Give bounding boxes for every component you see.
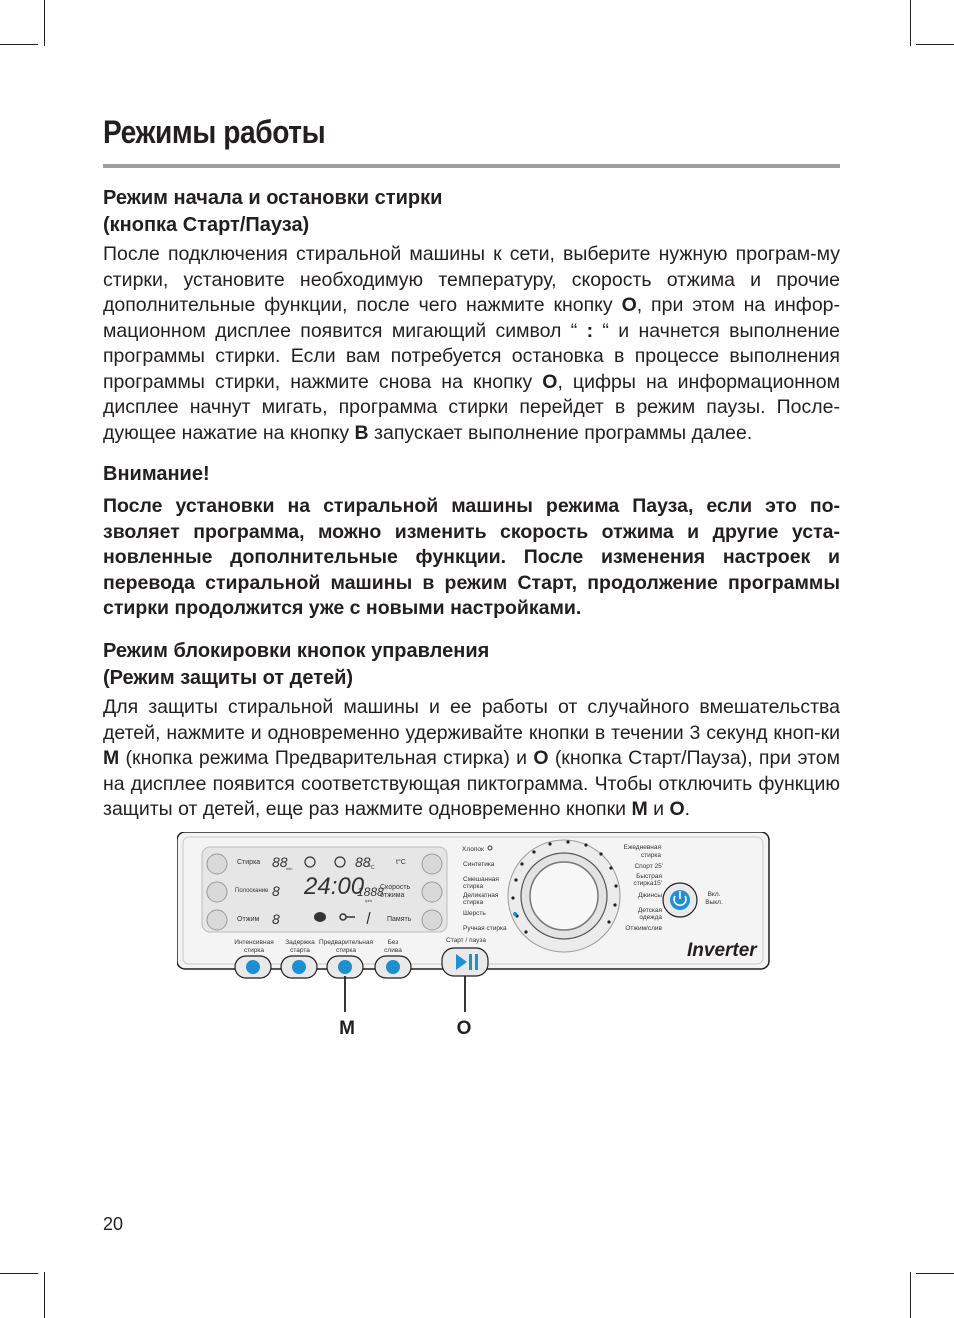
program-label: Ручная стирка [463,925,507,932]
title-rule [103,164,840,168]
lcd-unit-rpm: rpm [365,898,372,903]
program-label: стирка [463,883,484,890]
section-start-pause [103,185,840,446]
btn-label: Интенсивная [234,939,274,946]
program-label: стирка [640,852,661,859]
power-label: Выкл. [705,899,723,906]
btn-label: Предварительная [319,939,373,946]
rinse-button [207,882,227,902]
crop-mark [0,1273,38,1274]
page-title: Режимы работы [103,114,326,150]
temp-button [422,854,442,874]
lcd-digits-c: 1888 [357,885,384,899]
btn-label: стирка [243,947,265,954]
program-label: Шерсть [463,910,486,917]
lcd-digit-8: 8 [272,911,280,927]
section-heading: Внимание! [103,463,210,485]
program-label: Ежедневная [623,844,661,851]
control-panel-illustration [177,832,777,1044]
label-memory: Память [387,916,412,923]
section-child-lock [103,638,840,823]
brand-logo: Inverter [687,940,757,961]
page-number: 20 [103,1214,124,1234]
dial-indicator-light [513,912,517,916]
program-label: Синтетика [463,861,495,868]
pause-icon [469,954,472,970]
lcd-unit-min: min [286,866,293,871]
program-label: Спорт 25' [634,863,663,870]
program-label: Быстрая [636,873,662,880]
program-label: Смешанная [463,876,499,883]
spin-speed-button [422,882,442,902]
btn-label: стирка [335,947,357,954]
callout-o: O [456,1018,472,1039]
btn-label: слива [384,947,402,954]
wash-button [207,854,227,874]
lock-icon [314,912,326,922]
program-label: стирка [463,899,484,906]
crop-mark [0,44,38,45]
crop-mark [910,0,911,46]
program-label: Хлопок [462,846,484,853]
program-label: Деликатная [463,892,499,899]
lcd-digits-b: 88 [355,854,371,870]
section-attention [103,461,840,622]
lcd-digits-a: 88 [272,854,288,870]
crop-mark [916,44,954,45]
program-dial-knob [530,862,598,930]
program-label: одежда [639,914,662,921]
crop-mark [916,1273,954,1274]
delay-start-icon [292,960,306,974]
lcd-time: 24:00 [304,873,365,900]
program-label: Детская [637,907,662,914]
btn-label: старта [290,947,310,954]
label-rinse: Полоскание [235,888,269,894]
power-label: Вкл. [707,891,721,898]
label-spin: Отжим [237,916,260,923]
crop-mark [44,0,45,46]
label-wash: Стирка [237,859,261,866]
program-label: стирка15' [633,880,662,887]
program-label: Джинсы [638,892,662,899]
callout-m: M [339,1018,355,1039]
prewash-icon [338,960,352,974]
section-heading: Режим начала и остановки стирки (кнопка Старт/Пауза) [103,187,443,236]
lcd-digit-8: 8 [272,883,280,899]
btn-label: Без [387,939,399,946]
intensive-wash-icon [246,960,260,974]
no-drain-icon [386,960,400,974]
program-label: Отжим/слив [625,925,662,932]
start-pause-label: Старт / пауза [446,937,486,944]
section-paragraph: После подключения стиральной машины к сети, выберите нужную програм-му стирки, установите необходимую температуру, скорость отжима и прочие дополнительные функции, после чего нажмите кнопку O, при этом на инфор-мационном дисплее появится мигающий символ “ : “ и начнется выполнение программы стирки. Если вам потребуется остановка в процессе выполнения программы стирки, нажмите снова на кнопку O, цифры на информационном дисплее начнут мигать, программа стирки перейдет в режим паузы. После-дующее нажатие на кнопку B запускает выполнение программы далее. [103,243,841,444]
memory-button [422,910,442,930]
label-temp: t°C [396,859,406,866]
btn-label: Задержка [285,939,315,946]
label-spin-speed-1: Скорость [380,884,411,891]
section-paragraph: Для защиты стиральной машины и ее работы от случайного вмешательства детей, нажмите и одновременно удерживайте кнопки в течении 3 секунд кноп-ки M (кнопка режима Предварительная стирка) и O (кнопка Старт/Пауза), при этом на дисплее появится соответствующая пиктограмма. Чтобы отключить функцию защиты от детей, еще раз нажмите одновременно кнопки M и O. [103,696,841,820]
spin-button [207,910,227,930]
crop-mark [44,1272,45,1318]
crop-mark [910,1272,911,1318]
lcd-unit-c: °C [369,865,375,871]
section-heading: Режим блокировки кнопок управления (Режим защиты от детей) [103,640,490,689]
attention-paragraph: После установки на стиральной машины режима Пауза, если это по-зволяет программа, можно изменить скорость отжима и другие уста-новленные дополнительные функции. После изменения настроек и перевода стиральной машины в режим Старт, продолжение программы стирки продолжится уже с новыми настройками. [103,495,840,619]
label-spin-speed-2: отжима [380,892,405,899]
